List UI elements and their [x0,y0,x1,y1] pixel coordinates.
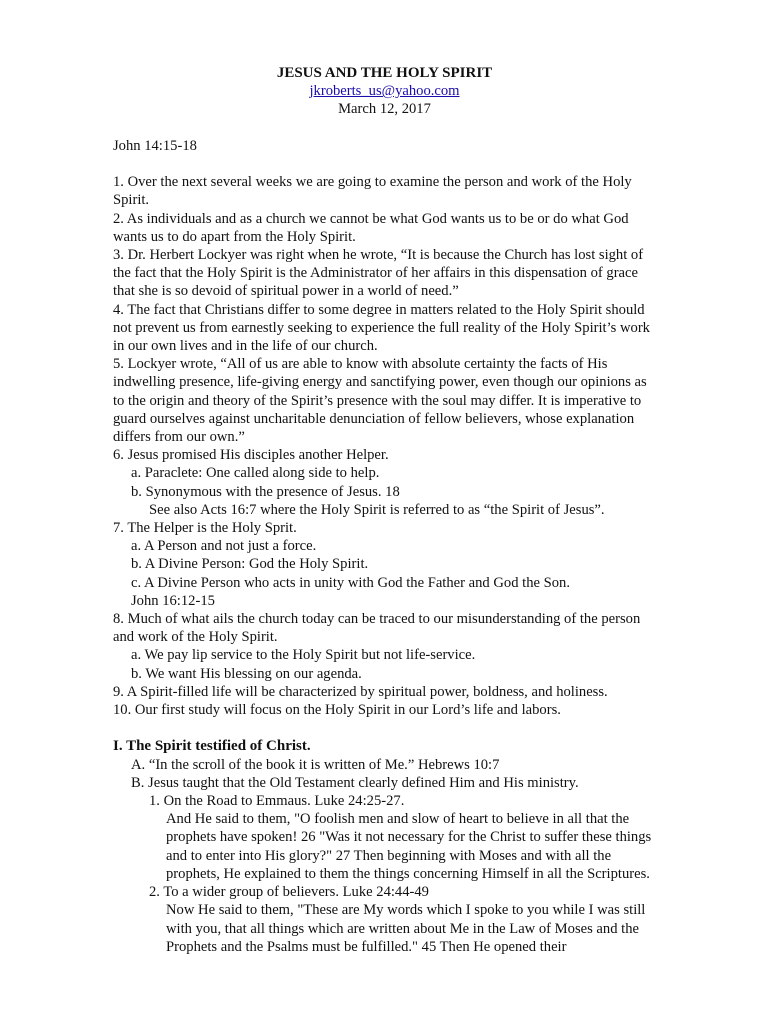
point-7: 7. The Helper is the Holy Sprit. [113,520,297,537]
scripture-reference: John 14:15-18 [113,137,197,154]
point-9: 9. A Spirit-filled life will be characterized by spiritual power, boldness, and holiness. [113,683,608,700]
point-7b: b. A Divine Person: God the Holy Spirit. [131,556,369,573]
section-1 [113,737,656,955]
section-1-point-a: A. “In the scroll of the book it is written of Me.” Hebrews 10:7 [131,756,500,773]
section-1-point-b1: 1. On the Road to Emmaus. Luke 24:25-27. [149,793,405,810]
point-7c: c. A Divine Person who acts in unity with God the Father and God the Son. [131,574,570,591]
point-10: 10. Our first study will focus on the Holy Spirit in our Lord’s life and labors. [113,702,561,719]
point-8: 8. Much of what ails the church today can be traced to our misunderstanding of the person and work of the Holy Spirit. [113,611,641,646]
point-5: 5. Lockyer wrote, “All of us are able to know with absolute certainty the facts of His indwelling presence, life-giving energy and sanctifying power, even though our opinions as to the origin and theory of the Spirit’s presence with the soul may differ. It is imperative to guard ourselves against uncharitable denunciation of fellow believers, whose explanation differs from our own.” [113,356,647,446]
section-1-heading: I. The Spirit testified of Christ. [113,738,311,755]
section-1-point-b1-quote: And He said to them, "O foolish men and slow of heart to believe in all that the prophets have spoken! 26 "Was it not necessary for the Christ to suffer these things and to enter into His glory?" 27 Then beginning with Moses and with all the prophets, He explained to them the things concerning Himself in all the Scriptures. [166,811,652,882]
point-1: 1. Over the next several weeks we are going to examine the person and work of the Holy Spirit. [113,174,632,209]
point-6: 6. Jesus promised His disciples another Helper. [113,447,389,464]
point-7a: a. A Person and not just a force. [131,538,317,555]
section-1-point-b2-quote: Now He said to them, "These are My words which I spoke to you while I was still with you, that all things which are written about Me in the Law of Moses and the Prophets and the Psalms must be fulfilled." 45 Then He opened their [166,902,646,955]
document-date: March 12, 2017 [338,101,431,118]
document-header [113,64,656,119]
document-title: JESUS AND THE HOLY SPIRIT [276,65,493,81]
point-7-reference: John 16:12-15 [131,592,215,609]
outline-points [113,173,656,719]
point-8a: a. We pay lip service to the Holy Spirit but not life-service. [131,647,476,664]
point-2: 2. As individuals and as a church we cannot be what God wants us to be or do what God wants us to do apart from the Holy Spirit. [113,210,629,245]
point-4: 4. The fact that Christians differ to some degree in matters related to the Holy Spirit should not prevent us from earnestly seeking to experience the full reality of the Holy Spirit’s work in our own lives and in the life of our church. [113,301,650,355]
point-3: 3. Dr. Herbert Lockyer was right when he wrote, “It is because the Church has lost sight of the fact that the Holy Spirit is the Administrator of her affairs in this dispensation of grace that she is so devoid of spiritual power in a world of need.” [113,247,644,300]
section-1-point-b: B. Jesus taught that the Old Testament clearly defined Him and His ministry. [131,774,579,791]
section-1-point-b2: 2. To a wider group of believers. Luke 24:44-49 [149,884,429,901]
point-6b: b. Synonymous with the presence of Jesus. 18 [131,483,400,500]
point-6-note: See also Acts 16:7 where the Holy Spirit is referred to as “the Spirit of Jesus”. [149,501,605,518]
point-6a: a. Paraclete: One called along side to help. [131,465,380,482]
author-email-link[interactable]: jkroberts_us@yahoo.com [309,83,460,100]
point-8b: b. We want His blessing on our agenda. [131,665,362,682]
